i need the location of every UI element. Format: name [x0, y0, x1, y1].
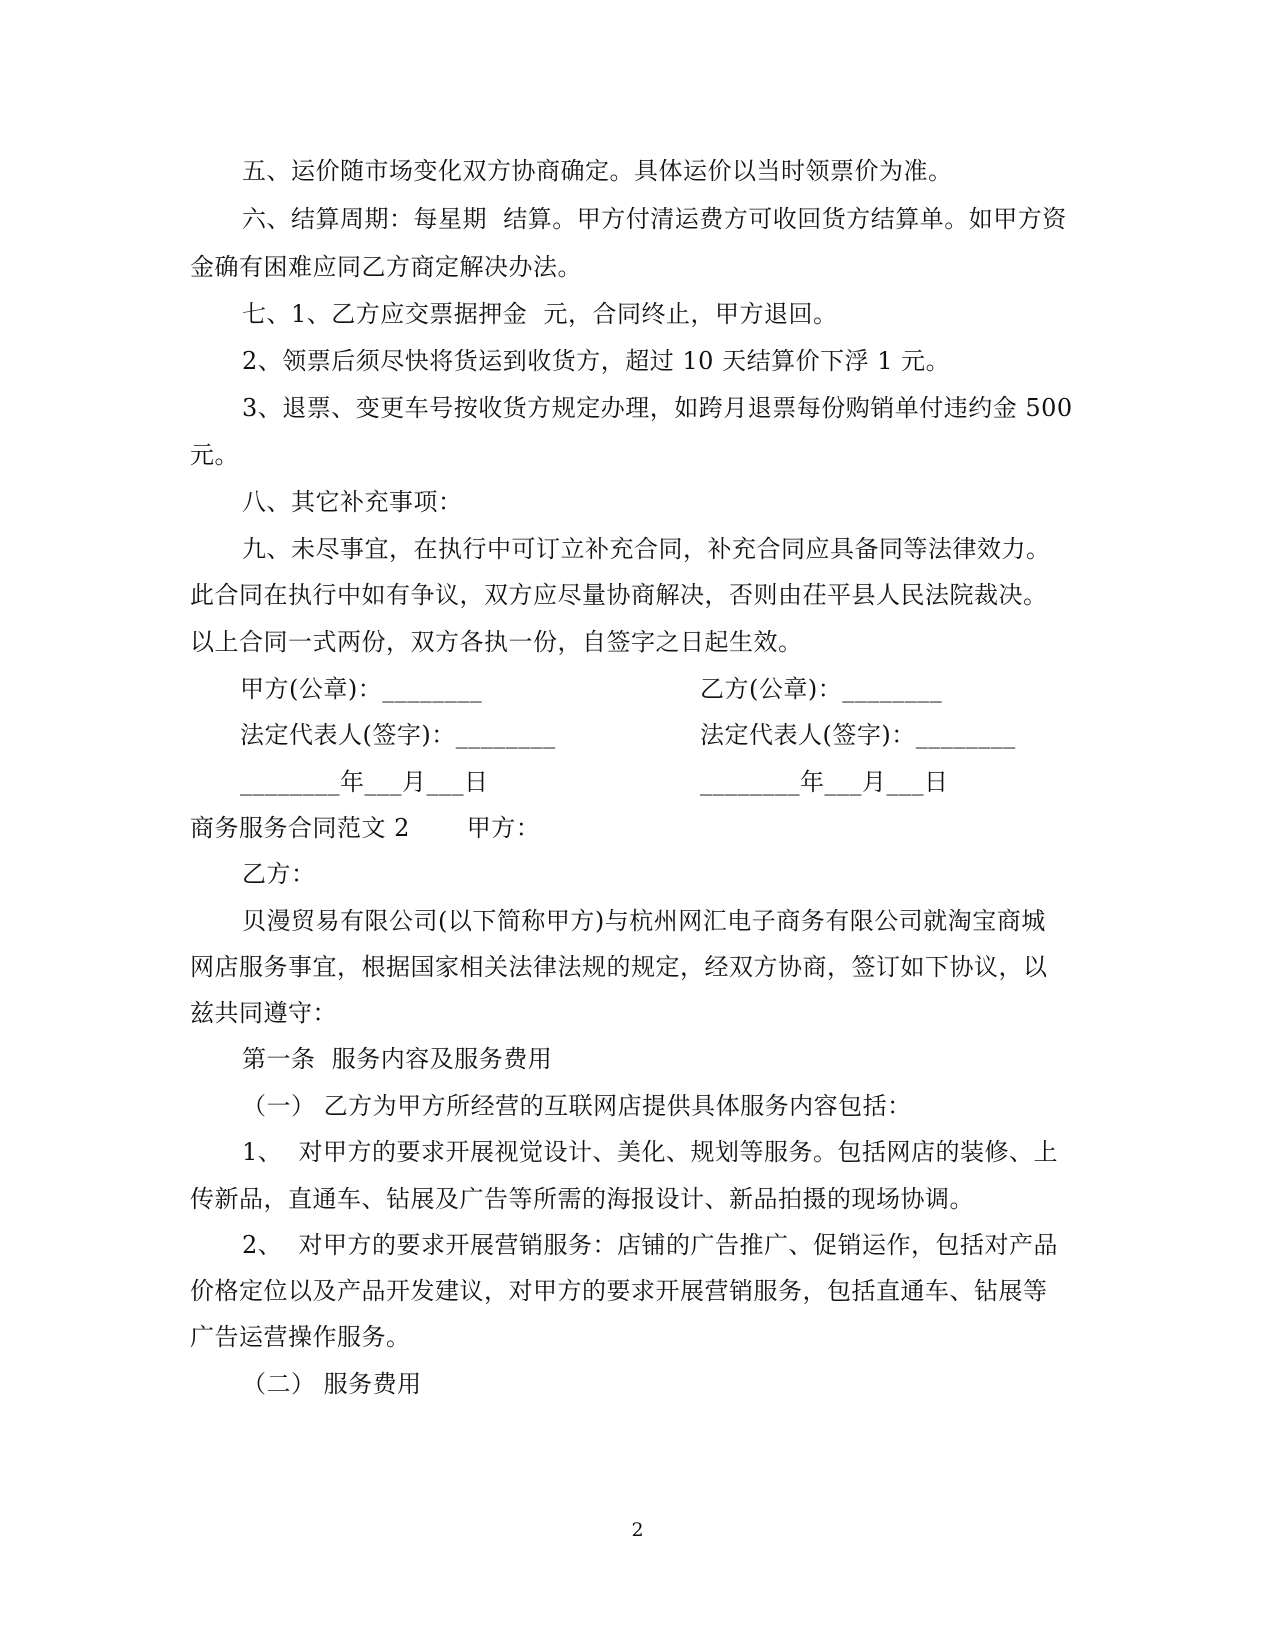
section2-intro-line3: 兹共同遵守：	[190, 999, 337, 1027]
item-two-line2: 价格定位以及产品开发建议，对甲方的要求开展营销服务，包括直通车、钻展等	[190, 1277, 1048, 1305]
item-one-heading: （一） 乙方为甲方所经营的互联网店提供具体服务内容包括：	[242, 1092, 912, 1120]
clause-nine-line2: 此合同在执行中如有争议，双方应尽量协商解决，否则由茌平县人民法院裁决。	[190, 581, 1048, 609]
section2-party-b: 乙方：	[242, 860, 316, 888]
clause-nine-line3: 以上合同一式两份，双方各执一份，自签字之日起生效。	[190, 628, 803, 656]
item-one-line2: 传新品，直通车、钻展及广告等所需的海报设计、新品拍摄的现场协调。	[190, 1185, 974, 1213]
party-a-date: ________年___月___日	[240, 768, 489, 796]
party-b-seal: 乙方(公章)：________	[700, 675, 943, 703]
item-two-line1: 2、 对甲方的要求开展营销服务：店铺的广告推广、促销运作，包括对产品	[242, 1231, 1059, 1259]
clause-five: 五、运价随市场变化双方协商确定。具体运价以当时领票价为准。	[242, 157, 953, 185]
clause-seven-2: 2、领票后须尽快将货运到收货方，超过 10 天结算价下浮 1 元。	[242, 347, 951, 375]
clause-six-line2: 金确有困难应同乙方商定解决办法。	[190, 253, 582, 281]
article-one-heading: 第一条 服务内容及服务费用	[242, 1045, 553, 1073]
section2-intro-line2: 网店服务事宜，根据国家相关法律法规的规定，经双方协商，签订如下协议，以	[190, 953, 1048, 981]
clause-seven-3-line1: 3、退票、变更车号按收货方规定办理，如跨月退票每份购销单付违约金 500	[242, 394, 1073, 422]
clause-seven-3-line2: 元。	[190, 441, 239, 469]
item-one-line1: 1、 对甲方的要求开展视觉设计、美化、规划等服务。包括网店的装修、上	[242, 1138, 1059, 1166]
party-b-representative: 法定代表人(签字)：________	[700, 721, 1016, 749]
item-two-heading: （二） 服务费用	[242, 1370, 422, 1398]
clause-six-line1: 六、结算周期：每星期 结算。甲方付清运费方可收回货方结算单。如甲方资	[242, 205, 1067, 233]
party-a-representative: 法定代表人(签字)：________	[240, 721, 556, 749]
clause-nine-line1: 九、未尽事宜，在执行中可订立补充合同，补充合同应具备同等法律效力。	[242, 535, 1051, 563]
party-b-date: ________年___月___日	[700, 768, 949, 796]
section2-intro-line1: 贝漫贸易有限公司(以下简称甲方)与杭州网汇电子商务有限公司就淘宝商城	[242, 907, 1046, 935]
page-number: 2	[631, 1519, 644, 1541]
item-two-line3: 广告运营操作服务。	[190, 1323, 411, 1351]
clause-seven-1: 七、1、乙方应交票据押金 元，合同终止，甲方退回。	[242, 300, 838, 328]
section2-heading: 商务服务合同范文 2 甲方：	[190, 814, 541, 842]
party-a-seal: 甲方(公章)：________	[240, 675, 483, 703]
clause-eight: 八、其它补充事项：	[242, 488, 463, 516]
